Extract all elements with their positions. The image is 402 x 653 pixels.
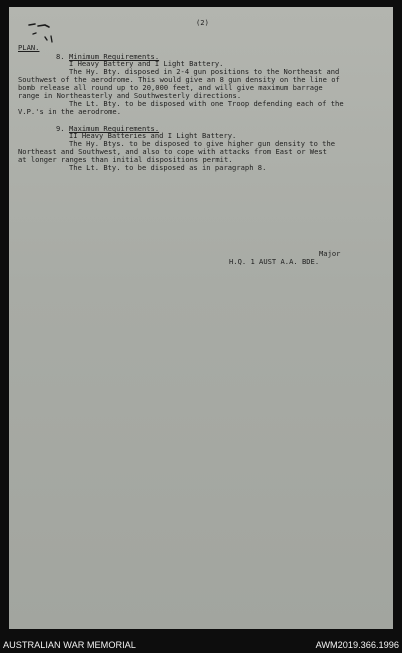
text-line: Southwest of the aerodrome. This would give an 8 gun density on the line of bbox=[18, 75, 340, 84]
text-line: I Heavy Battery and I Light Battery. bbox=[69, 59, 224, 68]
text-line: bomb release all round up to 20,000 feet, and will give maximum barrage bbox=[18, 83, 323, 92]
text-line: The Lt. Bty. to be disposed as in paragraph 8. bbox=[69, 163, 267, 172]
text-line: range in Northeasterly and Southwesterly directions. bbox=[18, 91, 242, 100]
text-line: Northeast and Southwest, and also to cope with attacks from East or West bbox=[18, 147, 327, 156]
document-page bbox=[9, 7, 393, 629]
text-line: at longer ranges than initial dispositions permit. bbox=[18, 155, 233, 164]
handwritten-mark bbox=[25, 17, 59, 43]
text-line: II Heavy Batteries and I Light Battery. bbox=[69, 131, 237, 140]
text-line: V.P.'s in the aerodrome. bbox=[18, 107, 121, 116]
text-line: The Lt. Bty. to be disposed with one Troop defending each of the bbox=[69, 99, 344, 108]
footer-accession-number: AWM2019.366.1996 bbox=[315, 640, 399, 650]
footer-credit: AUSTRALIAN WAR MEMORIAL bbox=[3, 640, 136, 650]
page-number: (2) bbox=[196, 18, 209, 27]
text-line: The Hy. Bty. disposed in 2-4 gun positions to the Northeast and bbox=[69, 67, 340, 76]
plan-label: PLAN. bbox=[18, 43, 40, 52]
signature-unit: H.Q. 1 AUST A.A. BDE. bbox=[229, 257, 320, 266]
section-heading: Minimum Requirements. bbox=[69, 52, 160, 61]
text-line: The Hy. Btys. to be disposed to give higher gun density to the bbox=[69, 139, 336, 148]
section-number: 9. bbox=[56, 124, 65, 133]
section-number: 8. bbox=[56, 52, 65, 61]
section-heading: Maximum Requirements. bbox=[69, 124, 160, 133]
signature-rank: Major bbox=[319, 249, 341, 258]
